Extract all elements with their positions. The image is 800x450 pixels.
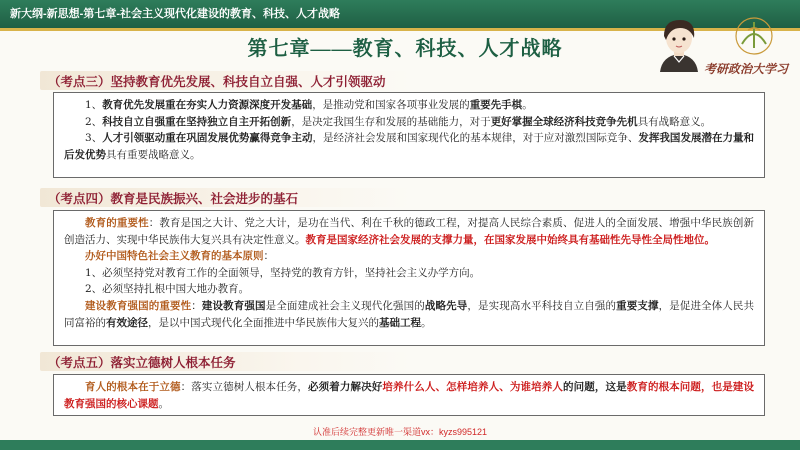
brand-name: 考研政治大学习 [703, 62, 788, 76]
section-5-box [53, 374, 765, 416]
principle-1: 1、必须坚持党对教育工作的全面领导，坚持党的教育方针，坚持社会主义办学方向。 [85, 266, 481, 279]
principle-heading: 办好中国特色社会主义教育的基本原则： [85, 250, 274, 263]
principle-2: 2、必须坚持扎根中国大地办教育。 [85, 283, 250, 296]
moral-para: 育人的根本在于立德：落实立德树人根本任务，必须着力解决好培养什么人、怎样培养人、为谁培养人的问题，这是教育的根本问题，也是建设教育强国的核心课题。 [64, 381, 755, 410]
section-3-title: （考点三）坚持教育优先发展、科技自立自强、人才引领驱动 [40, 71, 412, 90]
breadcrumb: 新大纲-新思想-第七章-社会主义现代化建设的教育、科技、人才战略 [10, 8, 340, 20]
section-5-title: （考点五）落实立德树人根本任务 [40, 352, 412, 371]
footer-note: 认准后续完整更新唯一渠道vx：kyzs995121 [312, 427, 488, 437]
importance-para: 教育的重要性：教育是国之大计、党之大计，是功在当代、利在千秋的德政工程，对提高人民综合素质、促进人的全面发展、增强中华民族创新创造活力、实现中华民族伟大复兴具有决定性意义。教育是国家经济社会发展的支撑力量，在国家发展中始终具有基础性先导性全局性地位。 [64, 217, 755, 246]
section-4-title: （考点四）教育是民族振兴、社会进步的基石 [40, 188, 412, 207]
chapter-title: 第七章——教育、科技、人才战略 [247, 38, 563, 60]
point-1: 1、教育优先发展重在夯实人力资源深度开发基础，是推动党和国家各项事业发展的重要先手棋。 [85, 99, 533, 111]
section-4-box [53, 210, 765, 346]
power-para: 建设教育强国的重要性：建设教育强国是全面建成社会主义现代化强国的战略先导，是实现高水平科技自立自强的重要支撑，是促进全体人民共同富裕的有效途径，是以中国式现代化全面推进中华民族伟大复兴的基础工程。 [64, 299, 755, 329]
bottom-banner [0, 440, 800, 450]
section-3-box [53, 92, 765, 178]
point-3: 3、人才引领驱动重在巩固发展优势赢得竞争主动，是经济社会发展和国家现代化的基本规律，对于应对激烈国际竞争、发挥我国发展潜在力量和后发优势具有重要战略意义。 [64, 132, 755, 161]
point-2: 2、科技自立自强重在坚持独立自主开拓创新，是决定我国生存和发展的基础能力，对于更好掌握全球经济科技竞争先机具有战略意义。 [85, 115, 712, 128]
